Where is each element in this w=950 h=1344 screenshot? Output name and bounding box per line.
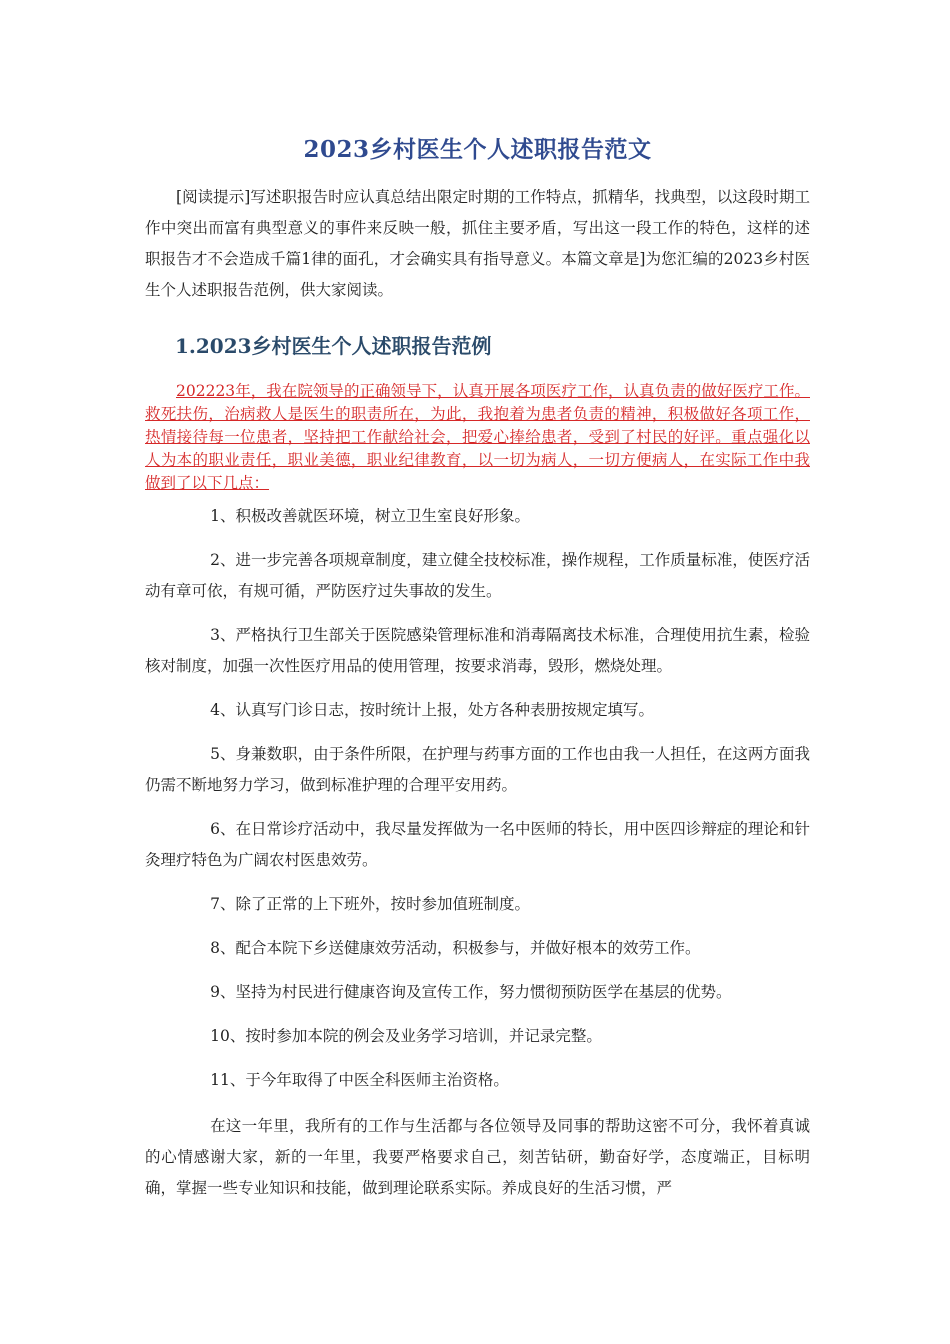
- document-title: 2023乡村医生个人述职报告范文: [303, 136, 652, 163]
- highlighted-paragraph: 202223年，我在院领导的正确领导下，认真开展各项医疗工作，认真负责的做好医疗工作。救死扶伤，治病救人是医生的职责所在，为此，我抱着为患者负责的精神，积极做好各项工作，热情接待每一位患者，坚持把工作献给社会，把爱心捧给患者，受到了村民的好评。重点强化以人为本的职业责任，职业美德，职业纪律教育，以一切为病人，一切方便病人，在实际工作中我做到了以下几点：: [145, 382, 810, 492]
- list-item: 9、坚持为村民进行健康咨询及宣传工作，努力惯彻预防医学在基层的优势。: [210, 983, 732, 1001]
- list-item: 3、严格执行卫生部关于医院感染管理标准和消毒隔离技术标准，合理使用抗生素，检验核对制度，加强一次性医疗用品的使用管理，按要求消毒，毁形，燃烧处理。: [145, 626, 810, 675]
- list-item: 2、进一步完善各项规章制度，建立健全技校标准，操作规程，工作质量标准，使医疗活动有章可依，有规可循，严防医疗过失事故的发生。: [145, 551, 810, 600]
- list-item: 10、按时参加本院的例会及业务学习培训，并记录完整。: [210, 1027, 602, 1045]
- section-heading: 1.2023乡村医生个人述职报告范例: [175, 334, 492, 358]
- intro-paragraph: [阅读提示]写述职报告时应认真总结出限定时期的工作特点，抓精华，找典型，以这段时期工作中突出而富有典型意义的事件来反映一般，抓住主要矛盾，写出这一段工作的特色，这样的述职报告才不会造成千篇1律的面孔，才会确实具有指导意义。本篇文章是]为您汇编的2023乡村医生个人述职报告范例，供大家阅读。: [145, 188, 810, 299]
- list-item: 8、配合本院下乡送健康效劳活动，积极参与，并做好根本的效劳工作。: [210, 939, 701, 957]
- list-item: 7、除了正常的上下班外，按时参加值班制度。: [210, 895, 530, 913]
- closing-paragraph: 在这一年里，我所有的工作与生活都与各位领导及同事的帮助这密不可分，我怀着真诚的心情感谢大家，新的一年里，我要严格要求自己，刻苦钻研，勤奋好学，态度端正，目标明确，掌握一些专业知识和技能，做到理论联系实际。养成良好的生活习惯，严: [145, 1117, 810, 1197]
- list-item: 6、在日常诊疗活动中，我尽量发挥做为一名中医师的特长，用中医四诊辩症的理论和针灸理疗特色为广阔农村医患效劳。: [145, 820, 810, 869]
- list-item: 4、认真写门诊日志，按时统计上报，处方各种表册按规定填写。: [210, 701, 654, 719]
- list-item: 11、于今年取得了中医全科医师主治资格。: [210, 1071, 509, 1089]
- list-item: 5、身兼数职，由于条件所限，在护理与药事方面的工作也由我一人担任，在这两方面我仍需不断地努力学习，做到标准护理的合理平安用药。: [145, 745, 810, 794]
- list-item: 1、积极改善就医环境，树立卫生室良好形象。: [210, 507, 530, 525]
